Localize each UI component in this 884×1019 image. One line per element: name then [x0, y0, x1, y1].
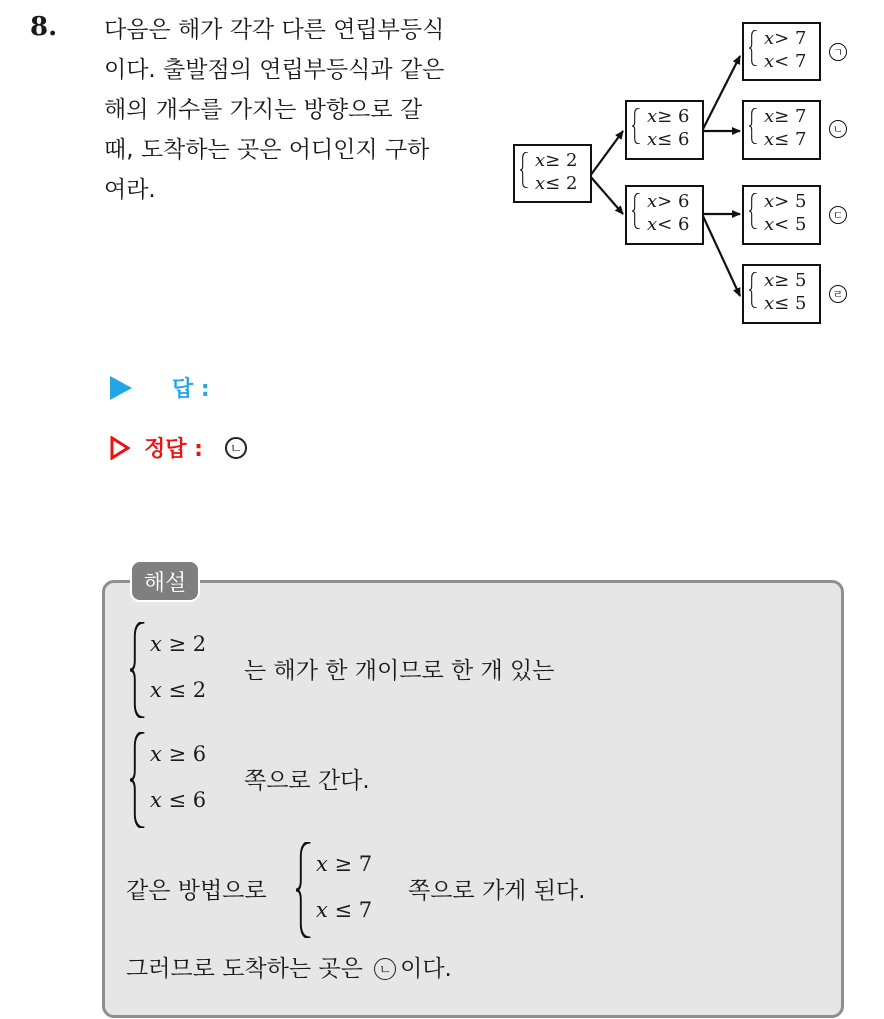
correct-answer-value: ㄴ	[225, 437, 247, 459]
variable: x	[764, 214, 775, 235]
question-line: 때, 도착하는 곳은 어디인지 구하	[104, 137, 430, 163]
explanation-tab: 해설	[130, 560, 200, 602]
upper-line-2: ≤ 6	[657, 129, 690, 150]
sys1-line-1: ≥ 2	[168, 632, 207, 656]
explanation-system-2	[130, 732, 230, 828]
variable: x	[764, 28, 775, 49]
variable: x	[764, 191, 775, 212]
brace-icon	[749, 108, 758, 144]
leaf-box-d	[742, 264, 821, 324]
variable: x	[647, 129, 658, 150]
arrow	[702, 214, 740, 296]
leaf-line-1: > 7	[774, 28, 807, 49]
answer-row	[110, 372, 210, 403]
leaf-line-2: ≤ 5	[774, 293, 807, 314]
brace-icon	[632, 193, 641, 229]
conclusion-after: 이다.	[400, 956, 452, 982]
sys1-line-2: ≤ 2	[168, 678, 207, 702]
leaf-line-1: ≥ 7	[774, 106, 807, 127]
question-line: 해의 개수를 가지는 방향으로 갈	[104, 97, 423, 123]
question-text	[104, 10, 486, 210]
variable: x	[764, 270, 775, 291]
variable: x	[150, 678, 162, 702]
variable: x	[647, 191, 658, 212]
conclusion-before: 그러므로 도착하는 곳은	[126, 956, 363, 982]
leaf-line-1: ≥ 5	[774, 270, 807, 291]
upper-line-1: ≥ 6	[657, 106, 690, 127]
explanation-system-1	[130, 622, 230, 718]
brace-icon	[130, 732, 146, 828]
leaf-box-a	[742, 22, 821, 81]
variable: x	[316, 898, 328, 922]
leaf-line-1: > 5	[774, 191, 807, 212]
variable: x	[647, 214, 658, 235]
brace-icon	[130, 622, 146, 718]
play-triangle-icon	[110, 376, 132, 400]
sys2-line-1: ≥ 6	[168, 742, 207, 766]
leaf-line-2: ≤ 7	[774, 129, 807, 150]
leaf-line-2: < 5	[774, 214, 807, 235]
sys2-line-2: ≤ 6	[168, 788, 207, 812]
variable: x	[150, 742, 162, 766]
answer-label: 답 :	[172, 377, 210, 402]
lower-line-2: < 6	[657, 214, 690, 235]
leaf-box-c	[742, 185, 821, 245]
variable: x	[535, 173, 546, 194]
explanation-text-3: 쪽으로 가게 된다.	[408, 878, 586, 904]
question-line: 이다. 출발점의 연립부등식과 같은	[104, 57, 445, 83]
start-system-box	[513, 144, 592, 203]
explanation-prefix-3: 같은 방법으로	[126, 878, 267, 904]
variable: x	[150, 632, 162, 656]
conclusion-mark: ㄴ	[374, 958, 396, 980]
variable: x	[647, 106, 658, 127]
explanation-text-2: 쪽으로 간다.	[244, 768, 370, 794]
variable: x	[150, 788, 162, 812]
variable: x	[764, 129, 775, 150]
variable: x	[316, 852, 328, 876]
upper-system-box	[625, 100, 704, 160]
correct-answer-row	[110, 432, 247, 463]
explanation-system-3	[296, 842, 396, 938]
brace-icon	[296, 842, 312, 938]
brace-icon	[520, 152, 529, 188]
brace-icon	[632, 108, 641, 144]
question-line: 여라.	[104, 177, 156, 203]
lower-line-1: > 6	[657, 191, 690, 212]
arrow	[590, 176, 623, 214]
leaf-box-b	[742, 100, 821, 160]
sys3-line-1: ≥ 7	[334, 852, 373, 876]
start-line-1: ≥ 2	[545, 150, 578, 171]
question-line: 다음은 해가 각각 다른 연립부등식	[104, 17, 445, 43]
explanation-text-1: 는 해가 한 개이므로 한 개 있는	[244, 658, 555, 684]
question-number: 8.	[30, 12, 58, 42]
correct-answer-label: 정답 :	[144, 437, 203, 462]
leaf-line-2: < 7	[774, 51, 807, 72]
leaf-mark-a: ㄱ	[829, 43, 847, 61]
arrow	[590, 131, 623, 176]
lower-system-box	[625, 185, 704, 245]
sys3-line-2: ≤ 7	[334, 898, 373, 922]
brace-icon	[749, 272, 758, 308]
leaf-mark-c: ㄷ	[829, 206, 847, 224]
arrow	[702, 56, 740, 131]
brace-icon	[749, 30, 758, 66]
variable: x	[764, 51, 775, 72]
leaf-mark-b: ㄴ	[829, 120, 847, 138]
variable: x	[764, 293, 775, 314]
explanation-conclusion	[126, 950, 452, 983]
outline-triangle-icon	[110, 436, 130, 460]
brace-icon	[749, 193, 758, 229]
start-line-2: ≤ 2	[545, 173, 578, 194]
variable: x	[764, 106, 775, 127]
leaf-mark-d: ㄹ	[829, 285, 847, 303]
variable: x	[535, 150, 546, 171]
